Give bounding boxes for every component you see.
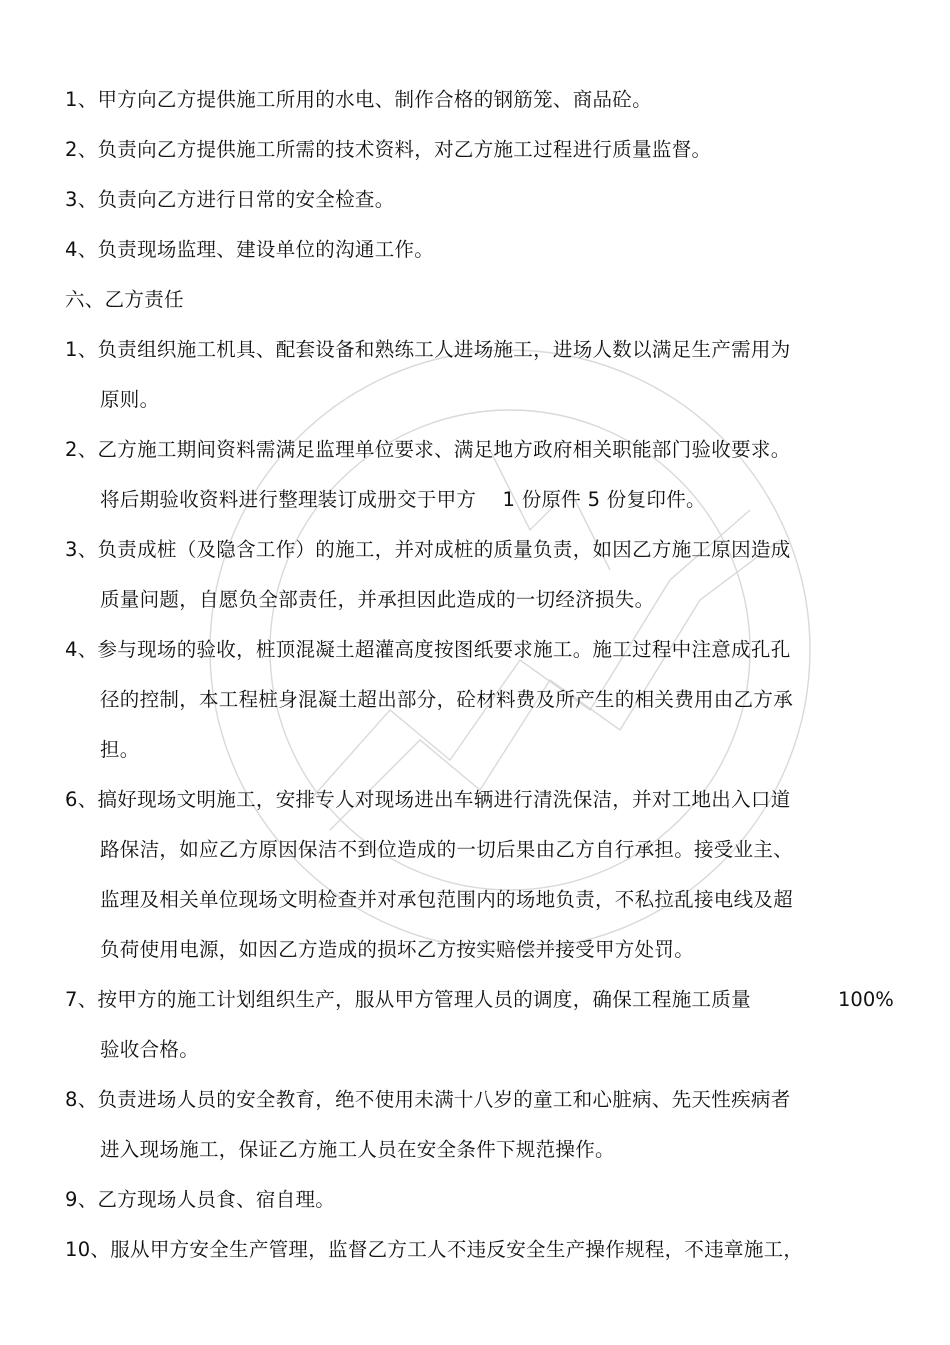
text-line: 监理及相关单位现场文明检查并对承包范围内的场地负责，不私拉乱接电线及超 xyxy=(100,888,794,911)
text-line: 9、乙方现场人员食、宿自理。 xyxy=(65,1188,336,1211)
text-line: 2、负责向乙方提供施工所需的技术资料，对乙方施工过程进行质量监督。 xyxy=(65,138,712,161)
text-line: 8、负责进场人员的安全教育，绝不使用未满十八岁的童工和心脏病、先天性疾病者 xyxy=(65,1088,791,1111)
text-line: 负荷使用电源，如因乙方造成的损坏乙方按实赔偿并接受甲方处罚。 xyxy=(100,938,695,961)
text-line: 4、负责现场监理、建设单位的沟通工作。 xyxy=(65,238,435,261)
text-line: 3、负责向乙方进行日常的安全检查。 xyxy=(65,188,395,211)
text-line: 原则。 xyxy=(100,388,160,411)
text-line: 6、搞好现场文明施工，安排专人对现场进出车辆进行清洗保洁，并对工地出入口道 xyxy=(65,788,791,811)
section-heading: 六、乙方责任 xyxy=(65,288,184,311)
text-line: 2、乙方施工期间资料需满足监理单位要求、满足地方政府相关职能部门验收要求。 xyxy=(65,438,791,461)
text-line: 1、负责组织施工机具、配套设备和熟练工人进场施工，进场人数以满足生产需用为 xyxy=(65,338,791,361)
text-line: 3、负责成桩（及隐含工作）的施工，并对成桩的质量负责，如因乙方施工原因造成 xyxy=(65,538,791,561)
text-line: 径的控制，本工程桩身混凝土超出部分，砼材料费及所产生的相关费用由乙方承 xyxy=(100,688,794,711)
percent-value: 100% xyxy=(838,988,894,1011)
text-line: 担。 xyxy=(100,738,140,761)
text-line: 4、参与现场的验收，桩顶混凝土超灌高度按图纸要求施工。施工过程中注意成孔孔 xyxy=(65,638,791,661)
text-line: 进入现场施工，保证乙方施工人员在安全条件下规范操作。 xyxy=(100,1138,615,1161)
text-line: 将后期验收资料进行整理装订成册交于甲方 1 份原件 5 份复印件。 xyxy=(100,488,706,511)
text-line: 1、甲方向乙方提供施工所用的水电、制作合格的钢筋笼、商品砼。 xyxy=(65,88,652,111)
text-line: 质量问题，自愿负全部责任，并承担因此造成的一切经济损失。 xyxy=(100,588,655,611)
text-line: 10、服从甲方安全生产管理，监督乙方工人不违反安全生产操作规程，不违章施工， xyxy=(65,1238,804,1261)
text-line: 7、按甲方的施工计划组织生产，服从甲方管理人员的调度，确保工程施工质量 xyxy=(65,988,751,1011)
text-line: 验收合格。 xyxy=(100,1038,200,1061)
text-line: 路保洁，如应乙方原因保洁不到位造成的一切后果由乙方自行承担。接受业主、 xyxy=(100,838,794,861)
